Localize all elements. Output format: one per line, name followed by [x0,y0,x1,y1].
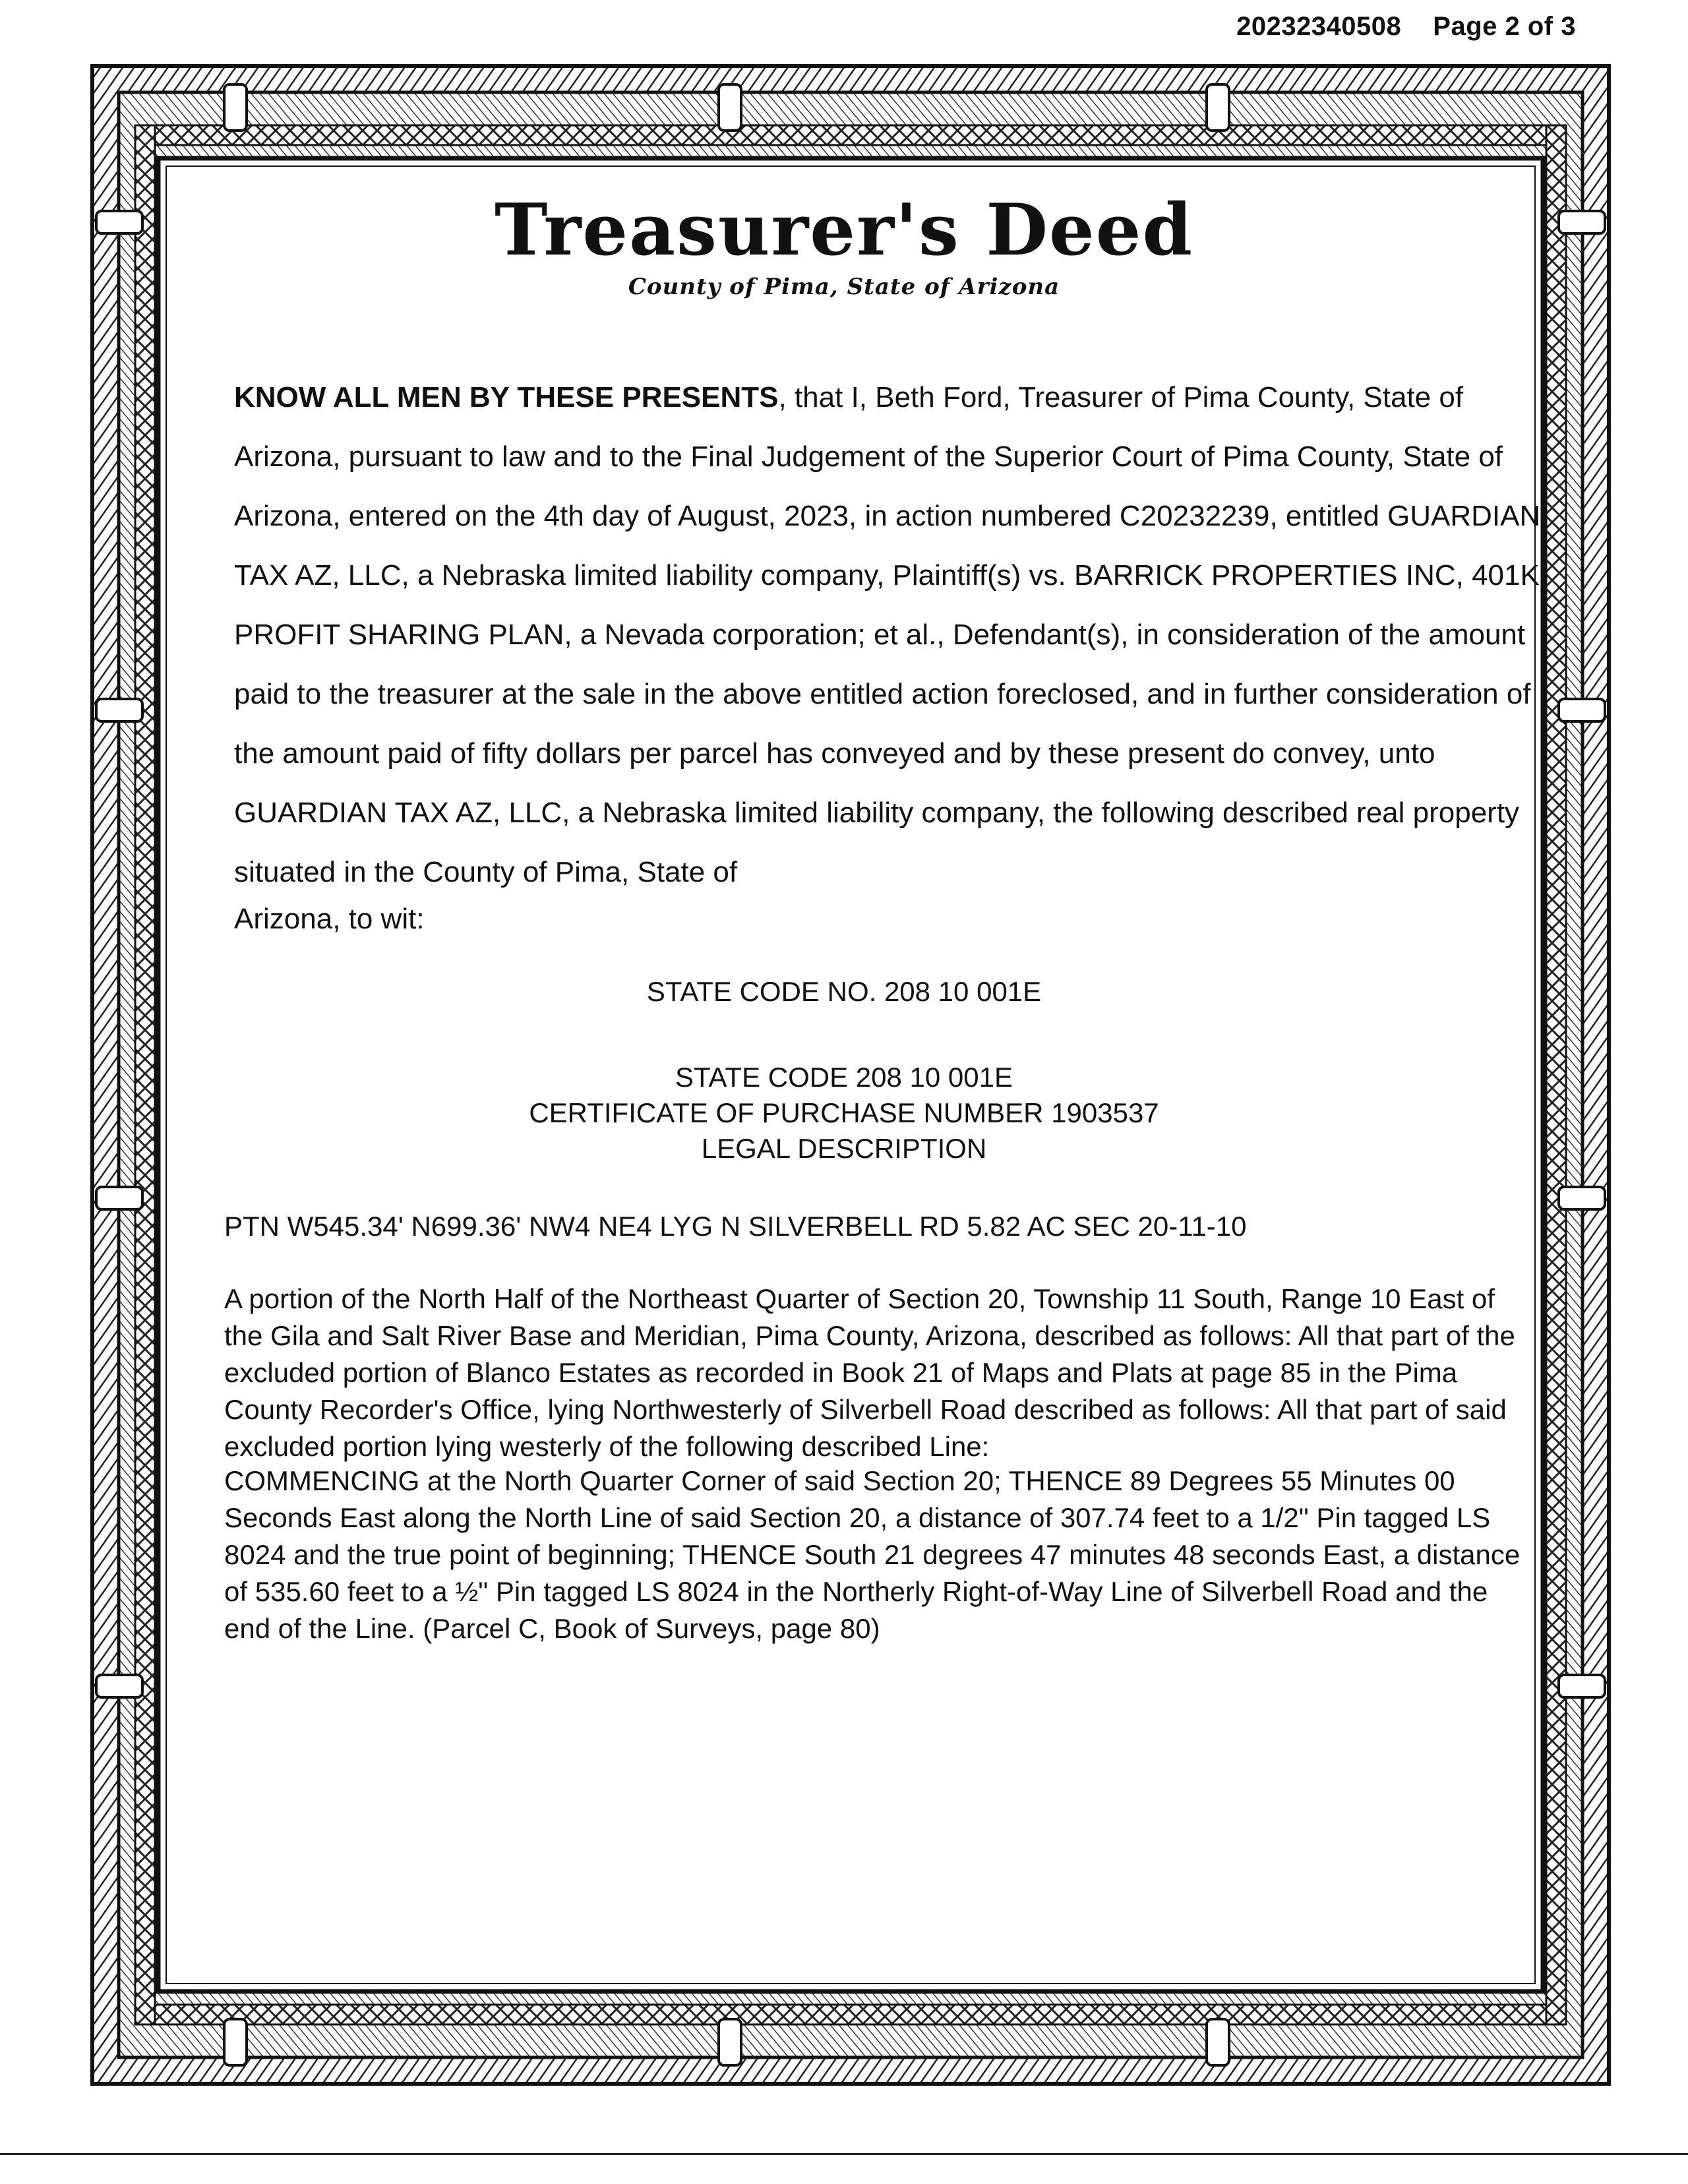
intro-last-line: Arizona, to wit: [234,903,425,935]
page-bottom-rule [0,2153,1688,2155]
state-code-heading: STATE CODE NO. 208 10 001E [646,976,1042,1007]
deed-document [158,158,1541,1965]
conveyance-paragraph [234,368,1543,936]
intro-bold-phrase: KNOW ALL MEN BY THESE PRESENTS [234,381,779,413]
ptn-line: PTN W545.34' N699.36' NW4 NE4 LYG N SILVERBELL RD 5.82 AC SEC 20-11-10 [224,1211,1247,1242]
deed-subtitle: County of Pima, State of Arizona [628,273,1060,300]
page-indicator: Page 2 of 3 [1433,12,1576,41]
legal-paragraph-2: COMMENCING at the North Quarter Corner of said Section 20; THENCE 89 Degrees 55 Minutes 00 Seconds East along the North Line of said Section 20, a distance of 307.74 feet to a 1/2" Pin tagged LS 8024 and the true point of beginning; THENCE South 21 degrees 47 minutes 48 seconds East, a distance of 535.60 feet to a ½" Pin tagged LS 8024 in the Northerly Right-of-Way Line of Silverbell Road and the end of the Line. (Parcel C, Book of Surveys, page 80) [224,1465,1521,1644]
certificate-line: CERTIFICATE OF PURCHASE NUMBER 1903537 [529,1097,1159,1128]
legal-description-heading: LEGAL DESCRIPTION [701,1133,987,1164]
document-number: 20232340508 [1236,12,1402,41]
intro-text: , that I, Beth Ford, Treasurer of Pima County, State of Arizona, pursuant to law and to the Final Judgement of the Superior Court of Pima County, State of Arizona, entered on the 4th day of August, 2023, in action numbered C20232239, entitled GUARDIAN TAX AZ, LLC, a Nebraska limited liability company, Plaintiff(s) vs. BARRICK PROPERTIES INC, 401K PROFIT SHARING PLAN, a Nevada corporation; et al., Defendant(s), in consideration of the amount paid to the treasurer at the sale in the above entitled action foreclosed, and in further consideration of the amount paid of fifty dollars per parcel has conveyed and by these present do convey, unto GUARDIAN TAX AZ, LLC, a Nebraska limited liability company, the following described real property situated in the County of Pima, State of [234,381,1541,888]
legal-paragraph-1: A portion of the North Half of the Northeast Quarter of Section 20, Township 11 South, Range 10 East of the Gila and Salt River Base and Meridian, Pima County, Arizona, described as follows: All that part of the excluded portion of Blanco Estates as recorded in Book 21 of Maps and Plats at page 85 in the Pima County Recorder's Office, lying Northwesterly of Silverbell Road described as follows: All that part of said excluded portion lying westerly of the following described Line: [224,1283,1515,1462]
deed-title: Treasurer's Deed [494,189,1193,272]
state-code-line: STATE CODE 208 10 001E [675,1062,1013,1093]
